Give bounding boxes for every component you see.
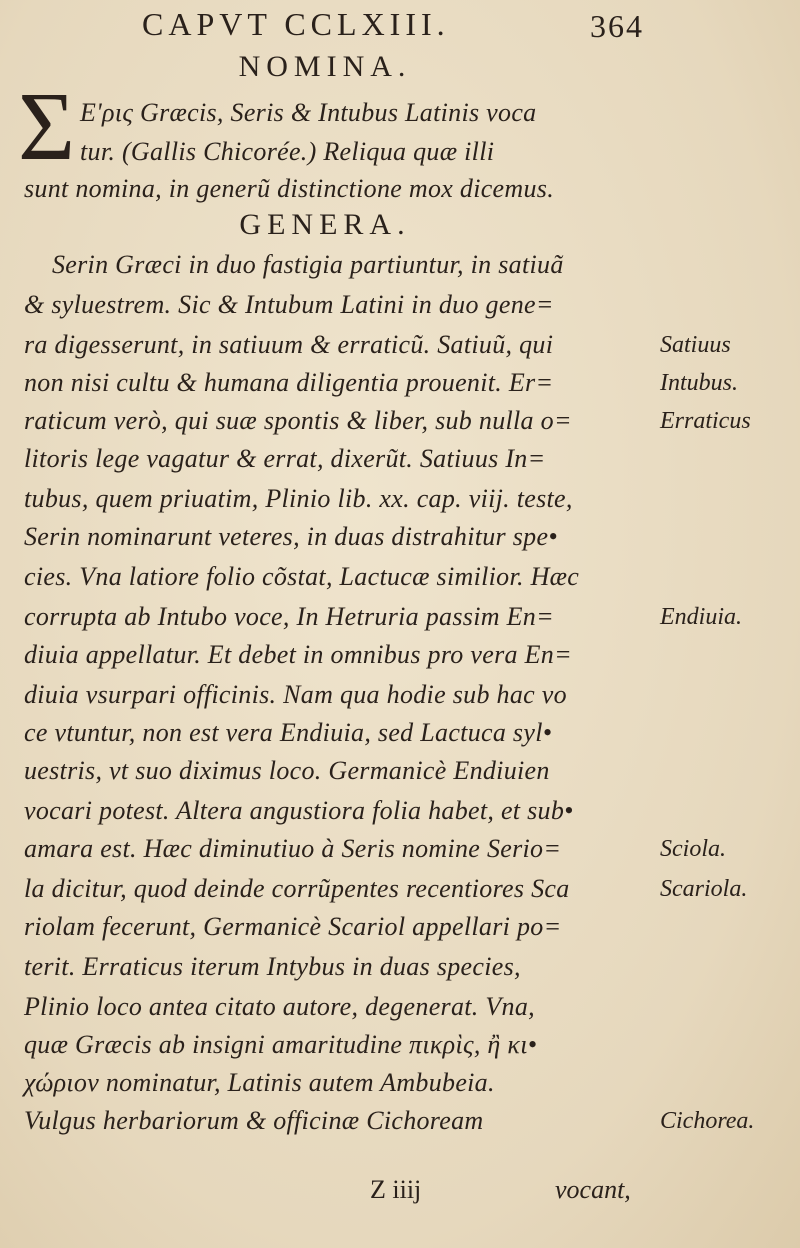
text-line: ce vtuntur, non est vera Endiuia, sed Lactuca syl• [24,718,553,747]
text-line: raticum verò, qui suæ spontis & liber, sub nulla o= [24,406,572,435]
text-line: E'ρις Græcis, Seris & Intubus Latinis voca [80,98,537,127]
text-line: quæ Græcis ab insigni amaritudine πικρὶς, ἢ κι• [24,1030,538,1059]
text-line: Serin nominarunt veteres, in duas distrahitur spe• [24,522,558,551]
margin-note-erraticus: Erraticus [660,408,751,434]
text-line: cies. Vna latiore folio cõstat, Lactucæ similior. Hæc [24,562,580,591]
text-line: Vulgus herbariorum & officinæ Cichoream [24,1106,484,1135]
text-line: χώριον nominatur, Latinis autem Ambubeia. [24,1068,495,1097]
margin-note-intubus: Intubus. [660,370,738,396]
drop-cap: Σ [18,73,76,181]
page-number: 364 [590,8,644,44]
text-line: diuia appellatur. Et debet in omnibus pro vera En= [24,640,572,669]
text-line: vocari potest. Altera angustiora folia habet, et sub• [24,796,574,825]
text-line: & syluestrem. Sic & Intubum Latini in duo gene= [24,290,554,319]
section-heading-nomina: NOMINA. [238,50,412,83]
margin-note-satiuus: Satiuus [660,332,731,358]
margin-note-scariola: Scariola. [660,876,748,902]
margin-note-endiuia: Endiuia. [660,604,742,630]
text-line: tur. (Gallis Chicorée.) Reliqua quæ illi [80,137,495,166]
text-line: litoris lege vagatur & errat, dixerũt. Satiuus In= [24,444,546,473]
text-line: la dicitur, quod deinde corrũpentes recentiores Sca [24,874,570,903]
text-line: terit. Erraticus iterum Intybus in duas species, [24,952,521,981]
running-title: CAPVT CCLXIII. [142,6,450,42]
signature-mark: Z iiij [370,1175,422,1204]
text-line: riolam fecerunt, Germanicè Scariol appellari po= [24,912,562,941]
text-line: sunt nomina, in generũ distinctione mox dicemus. [24,174,554,203]
text-line: tubus, quem priuatim, Plinio lib. xx. cap. viij. teste, [24,484,573,513]
text-line: Plinio loco antea citato autore, degenerat. Vna, [24,992,535,1021]
text-line: non nisi cultu & humana diligentia prouenit. Er= [24,368,554,397]
margin-note-sciola: Sciola. [660,836,726,862]
catchword: vocant, [555,1175,631,1204]
section-heading-genera: GENERA. [239,208,411,241]
text-line: uestris, vt suo diximus loco. Germanicè Endiuien [24,756,550,785]
text-line: corrupta ab Intubo voce, In Hetruria passim En= [24,602,554,631]
text-line: diuia vsurpari officinis. Nam qua hodie sub hac vo [24,680,567,709]
text-line: ra digesserunt, in satiuum & erraticũ. Satiuũ, qui [24,330,554,359]
margin-note-cichorea: Cichorea. [660,1108,755,1134]
text-line: Serin Græci in duo fastigia partiuntur, in satiuã [52,250,564,279]
text-line: amara est. Hæc diminutiuo à Seris nomine Serio= [24,834,562,863]
